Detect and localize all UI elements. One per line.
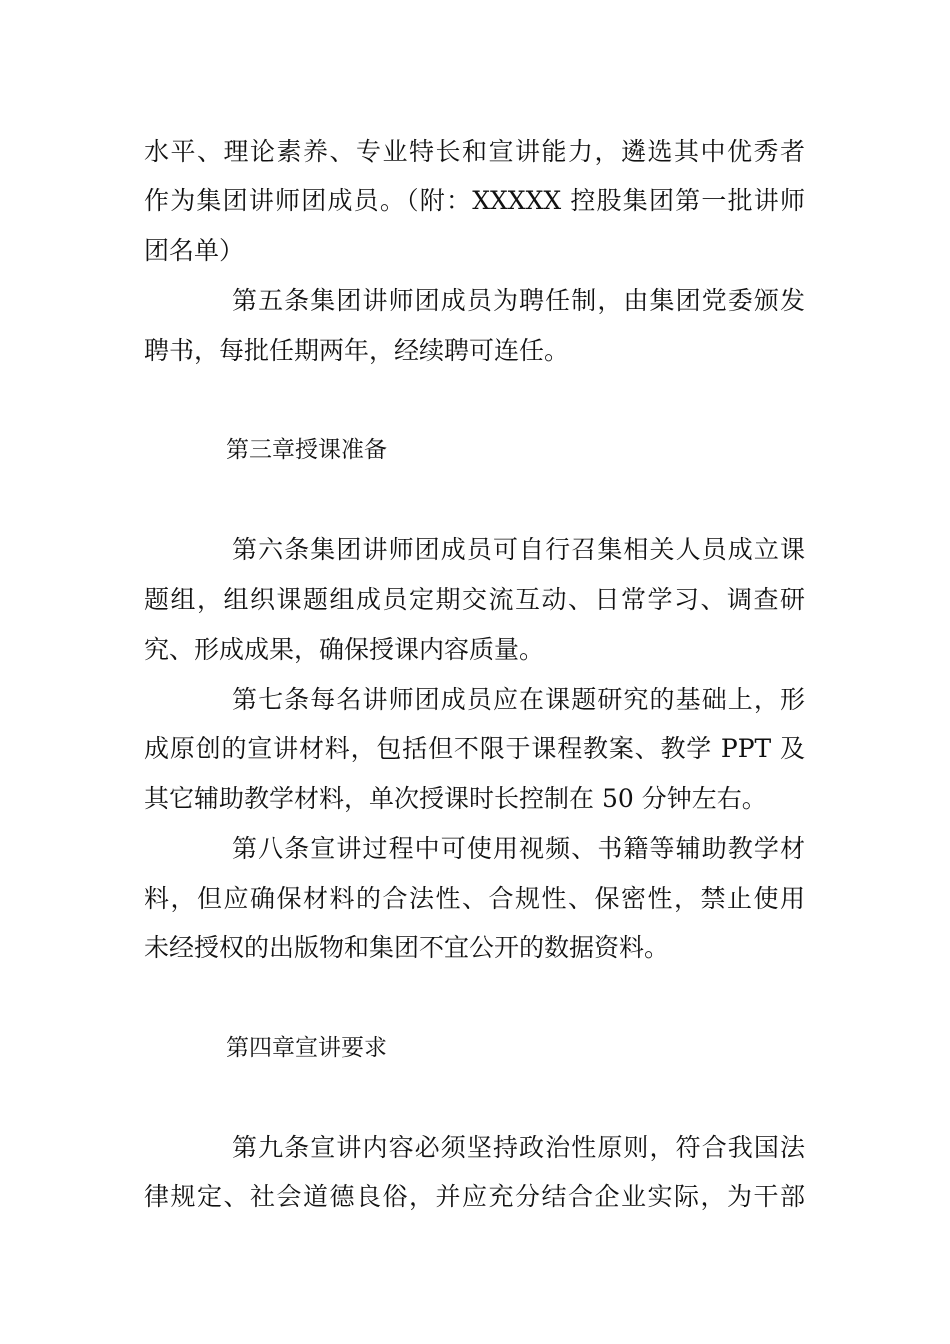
- article-6-line: 第六条集团讲师团成员可自行召集相关人员成立课: [232, 535, 805, 564]
- article-5-line: 第五条集团讲师团成员为聘任制，由集团党委颁发: [232, 286, 805, 315]
- article-9-line: 第九条宣讲内容必须坚持政治性原则，符合我国法: [232, 1133, 805, 1162]
- text-line: 水平、理论素养、专业特长和宣讲能力，遴选其中优秀者: [144, 137, 805, 166]
- chapter-4-heading: 第四章宣讲要求: [226, 1035, 387, 1061]
- text-line: 未经授权的出版物和集团不宜公开的数据资料。: [144, 933, 670, 962]
- article-8-line: 第八条宣讲过程中可使用视频、书籍等辅助教学材: [232, 834, 805, 863]
- text-line: 作为集团讲师团成员。（附：XXXXX 控股集团第一批讲师: [144, 186, 805, 215]
- article-7-line: 第七条每名讲师团成员应在课题研究的基础上，形: [232, 685, 805, 714]
- text-line: 其它辅助教学材料，单次授课时长控制在 50 分钟左右。: [144, 784, 767, 813]
- text-line: 团名单）: [144, 236, 245, 265]
- text-line: 成原创的宣讲材料，包括但不限于课程教案、教学 PPT 及: [144, 734, 805, 763]
- text-line: 料，但应确保材料的合法性、合规性、保密性，禁止使用: [144, 884, 805, 913]
- text-line: 究、形成成果，确保授课内容质量。: [144, 635, 545, 664]
- chapter-3-heading: 第三章授课准备: [226, 437, 387, 463]
- text-line: 聘书，每批任期两年，经续聘可连任。: [144, 336, 570, 365]
- text-line: 律规定、社会道德良俗，并应充分结合企业实际，为干部: [144, 1182, 805, 1211]
- text-line: 题组，组织课题组成员定期交流互动、日常学习、调查研: [144, 585, 805, 614]
